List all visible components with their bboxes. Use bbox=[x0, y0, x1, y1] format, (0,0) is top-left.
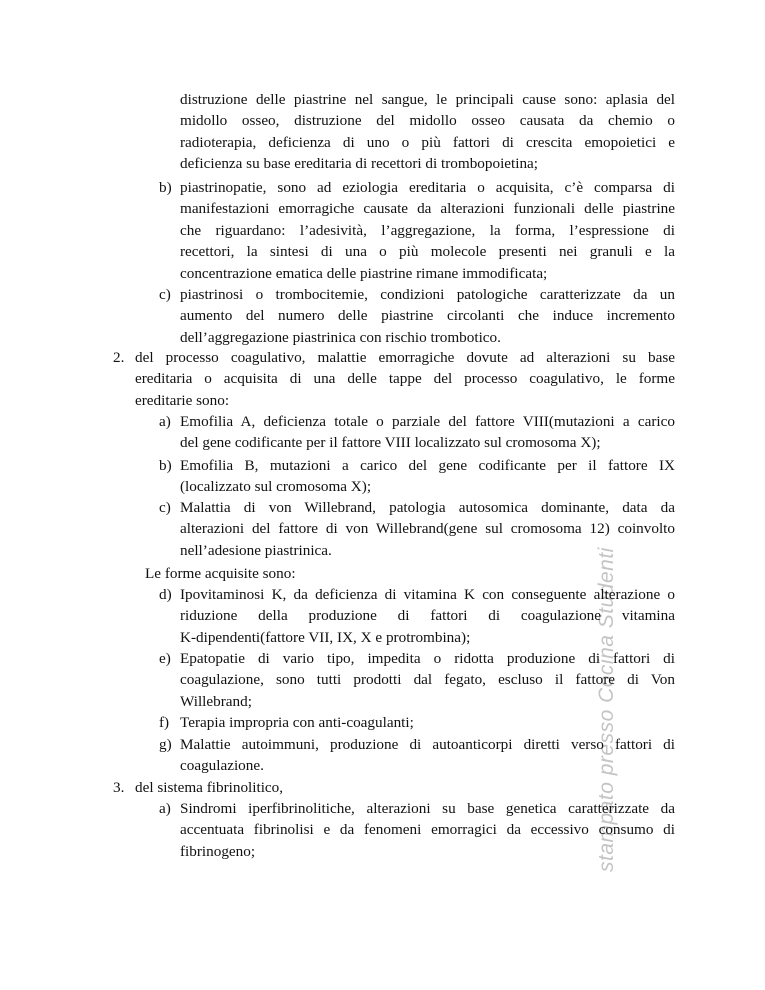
text-line: accentuata fibrinolisi e da fenomeni emorragici da eccessivo consumo di bbox=[180, 821, 675, 839]
list-marker: b) bbox=[159, 179, 172, 196]
text-line: coagulazione. bbox=[180, 757, 264, 775]
text-line: dell’aggregazione piastrinica con rischio trombotico. bbox=[180, 328, 501, 346]
list-marker: c) bbox=[159, 499, 171, 516]
list-marker: d) bbox=[159, 586, 172, 603]
text-line: manifestazioni emorragiche causate da alterazioni funzionali delle piastrine bbox=[180, 200, 675, 218]
text-line: del sistema fibrinolitico, bbox=[135, 779, 284, 796]
text-line: del processo coagulativo, malattie emorragiche dovute ad alterazioni su base bbox=[135, 349, 675, 366]
text-line: Terapia impropria con anti-coagulanti; bbox=[180, 714, 414, 731]
text-line: ereditaria o acquisita di una delle tappe del processo coagulativo, le forme bbox=[135, 370, 675, 388]
text-line: radioterapia, deficienza di uno o più fattori di crescita emopoietici e bbox=[180, 133, 675, 151]
list-marker: e) bbox=[159, 650, 171, 667]
list-marker: a) bbox=[159, 800, 171, 817]
text-line: piastrinosi o trombocitemie, condizioni patologiche caratterizzate da un bbox=[180, 286, 675, 303]
text-line: midollo osseo, distruzione del midollo osseo causata da chemio o bbox=[180, 112, 675, 130]
text-line: concentrazione ematica delle piastrine rimane immodificata; bbox=[180, 264, 548, 282]
text-line: fibrinogeno; bbox=[180, 842, 256, 860]
text-line: coagulazione, sono tutti prodotti dal fegato, escluso il fattore di Von bbox=[180, 671, 675, 689]
text-line: Emofilia B, mutazioni a carico del gene codificante per il fattore IX bbox=[180, 457, 675, 474]
text-line: del gene codificante per il fattore VIII localizzato sul cromosoma X); bbox=[180, 434, 601, 452]
text-line: ereditarie sono: bbox=[135, 391, 230, 409]
text-line: Sindromi iperfibrinolitiche, alterazioni su base genetica caratterizzate da bbox=[180, 800, 675, 817]
list-marker: 3. bbox=[113, 779, 125, 796]
text-line: nell’adesione piastrinica. bbox=[180, 541, 332, 559]
text-line: riduzione della produzione di fattori di coagulazione vitamina bbox=[180, 607, 675, 625]
list-marker: f) bbox=[159, 714, 170, 731]
text-line: recettori, la sintesi di una o più molecole presenti nei granuli e la bbox=[180, 243, 675, 261]
list-marker: b) bbox=[159, 457, 172, 474]
text-line: deficienza su base ereditaria di recettori di trombopoietina; bbox=[180, 155, 539, 173]
text-line: Emofilia A, deficienza totale o parziale del fattore VIII(mutazioni a carico bbox=[180, 413, 675, 430]
text-line: Epatopatie di vario tipo, impedita o ridotta produzione di fattori di bbox=[180, 650, 675, 667]
text-line: K-dipendenti(fattore VII, IX, X e protrombina); bbox=[180, 628, 471, 646]
list-marker: g) bbox=[159, 736, 172, 753]
list-marker: 2. bbox=[113, 349, 125, 366]
watermark: stampato presso Cocina Studenti bbox=[595, 547, 618, 872]
list-marker: a) bbox=[159, 413, 171, 430]
text-line: Ipovitaminosi K, da deficienza di vitamina K con conseguente alterazione o bbox=[180, 586, 675, 603]
text-line: piastrinopatie, sono ad eziologia ereditaria o acquisita, c’è comparsa di bbox=[180, 179, 675, 196]
list-marker: c) bbox=[159, 286, 171, 303]
text-line: aumento del numero delle piastrine circolanti che induce incremento bbox=[180, 307, 675, 325]
text-line: Willebrand; bbox=[180, 692, 252, 710]
text-line: che riguardano: l’adesività, l’aggregazione, la forma, l’espressione di bbox=[180, 221, 675, 239]
text-line: distruzione delle piastrine nel sangue, le principali cause sono: aplasia del bbox=[180, 91, 675, 108]
text-line: (localizzato sul cromosoma X); bbox=[180, 478, 372, 496]
text-line: alterazioni del fattore di von Willebrand(gene sul cromosoma 12) coinvolto bbox=[180, 520, 675, 538]
text-line: Le forme acquisite sono: bbox=[145, 565, 296, 582]
text-line: Malattia di von Willebrand, patologia autosomica dominante, data da bbox=[180, 499, 675, 516]
text-line: Malattie autoimmuni, produzione di autoanticorpi diretti verso fattori di bbox=[180, 736, 675, 753]
